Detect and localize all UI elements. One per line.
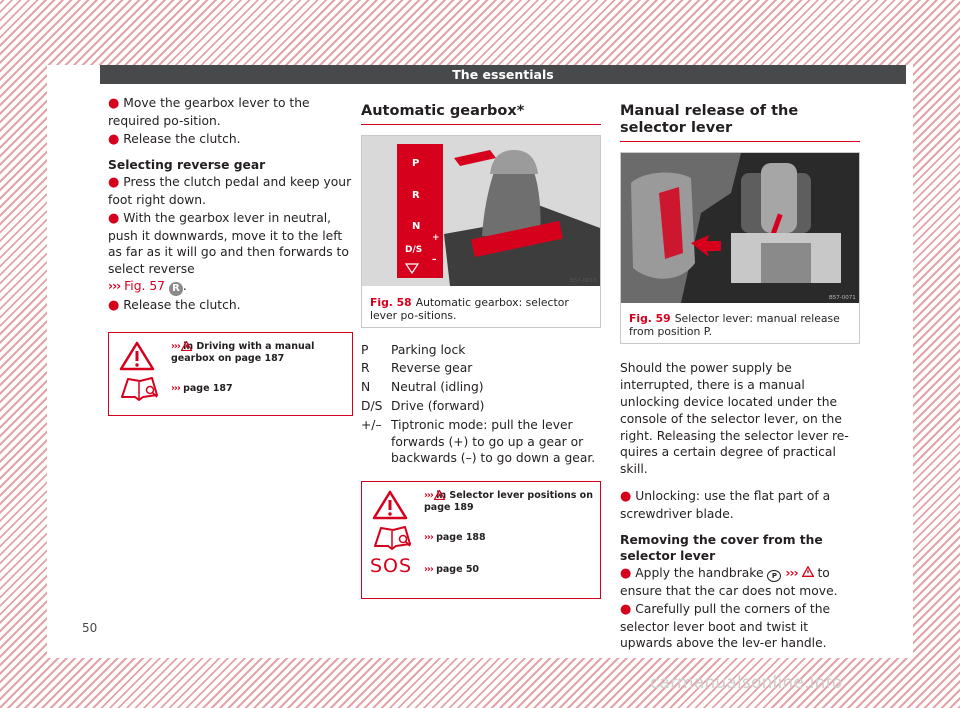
warning-triangle-icon [119,341,155,371]
book-ref-row [109,373,352,409]
bullet-item: ● Press the clutch pedal and keep your foot right down. [108,175,352,207]
definition-row: R Reverse gear [361,361,473,376]
figure-caption: Fig. 59 Selector lever: manual release from position P. [629,312,840,339]
gear-label-plus: + [432,232,440,243]
section-title-manual-release: Manual release of the selector lever [620,103,860,142]
warning-ref-text[interactable]: ››› in Selector lever positions on page 189 [424,490,593,514]
warning-small-icon [434,490,445,500]
warning-ref-row [109,339,352,375]
bullet-icon: ● [620,566,632,582]
bullet-icon: ● [108,131,120,147]
column-3 [620,103,860,653]
sos-icon: SOS [370,555,413,578]
warning-ref-row [362,488,600,524]
gear-definitions [361,342,601,468]
manual-book-icon [372,524,414,550]
manual-release-illustration [621,153,859,303]
gear-selector-illustration [362,136,600,286]
handbrake-icon: P [767,570,781,582]
warning-small-icon [802,566,814,577]
cross-ref-arrows: ››› [108,278,121,293]
page [47,65,913,658]
figure-code: B57-0071 [829,294,856,301]
book-ref-row [362,522,600,558]
definition-row: N Neutral (idling) [361,380,484,395]
reverse-marker-icon: R [169,282,183,296]
gear-label-p: P [412,157,420,169]
gear-label-ds: D/S [405,244,423,255]
bullet-icon: ● [108,175,120,191]
manual-book-icon [119,375,161,401]
figure-link[interactable]: Fig. 57 [124,278,165,293]
bullet-item: ● Apply the handbrake P ››› to ensure that the car does not move. [620,566,838,598]
warning-ref-text[interactable]: ››› in Driving with a manual gearbox on page 187 [171,340,315,364]
bullet-item: ● With the gearbox lever in neutral, push it downwards, move it to the left as far as it will go and then forwards to select reverse ››› Fig. 57 R . [108,210,349,294]
figure-59 [620,152,860,345]
header-bar: The essentials [100,65,906,84]
bullet-item: ● Move the gearbox lever to the required po-sition. [108,96,310,128]
subheading: Removing the cover from the selector lever [620,532,823,564]
bullet-item: ● Release the clutch. [108,131,241,147]
bullet-item: ● Release the clutch. [108,297,241,313]
body-paragraph: Should the power supply be interrupted, there is a manual unlocking device located under the console of the selector lever, on the right. Releasing the selector lever re-quires a certain degree of practical skill. [620,361,849,477]
page-number: 50 [82,621,98,635]
gear-label-n: N [412,220,421,232]
figure-caption: Fig. 58 Automatic gearbox: selector lever po-sitions. [370,295,569,322]
bullet-item: ● Carefully pull the corners of the selector lever boot and twist it upwards above the lev-er handle. [620,601,831,651]
bullet-item: ● Unlocking: use the flat part of a screwdriver blade. [620,488,831,521]
gear-label-r: R [412,189,420,201]
bullet-icon: ● [620,601,632,617]
book-ref-text[interactable]: ››› page 188 [424,532,486,544]
subheading: Selecting reverse gear [108,158,266,173]
reference-box [108,332,353,416]
definition-row: P Parking lock [361,342,466,357]
definition-row: +/– Tiptronic mode: pull the lever forwards (+) to go up a gear or backwards (–) to go down a gear. [361,417,596,466]
book-ref-text[interactable]: ››› page 187 [171,382,233,394]
watermark: carmanualsonline.info [650,673,843,693]
definition-row: D/S Drive (forward) [361,398,485,413]
figure-code: B57-0010 [570,277,597,284]
bullet-icon: ● [620,488,632,504]
sos-ref-row [362,556,600,592]
section-title-automatic-gearbox: Automatic gearbox* [361,103,601,125]
bullet-icon: ● [108,297,120,313]
gear-label-minus: – [432,254,437,265]
bullet-icon: ● [108,96,120,111]
column-1 [108,95,353,416]
warning-small-icon [181,341,192,351]
reference-box [361,481,601,599]
bullet-icon: ● [108,210,120,226]
column-2 [361,103,601,599]
sos-ref-text[interactable]: ››› page 50 [424,564,480,576]
warning-triangle-icon [372,490,408,520]
figure-58 [361,135,601,328]
